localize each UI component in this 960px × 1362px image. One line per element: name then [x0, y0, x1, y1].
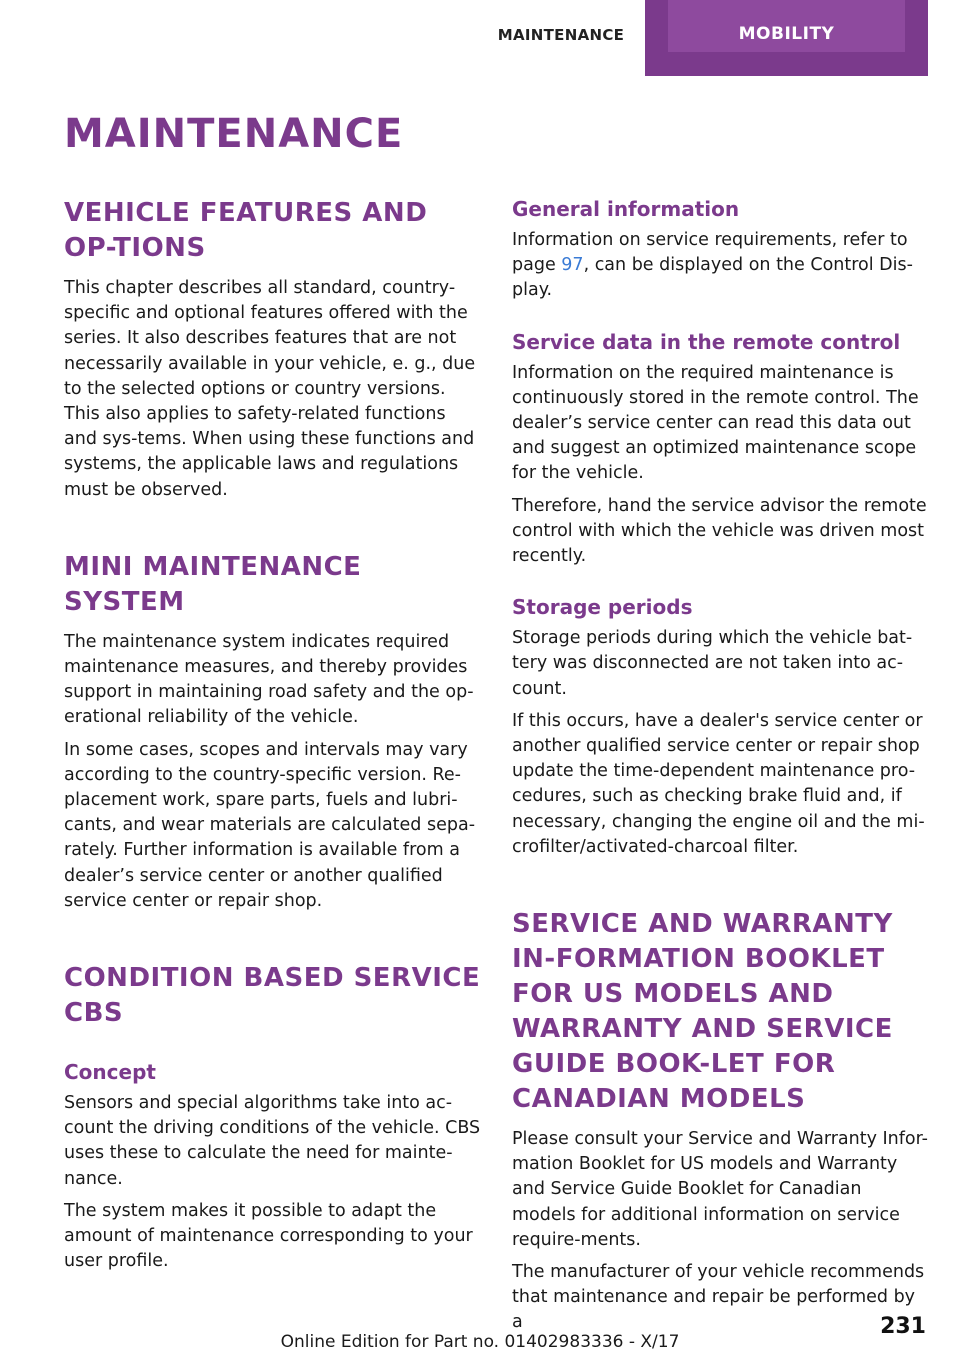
subheading-general-information: General information: [512, 197, 740, 221]
paragraph-concept-1: Sensors and special algorithms take into ac-count the driving conditions of the vehicle. CBS uses these to calculate the need for mainte-nance.: [64, 1093, 481, 1189]
left-column: [64, 196, 482, 1281]
subheading-remote-control: Service data in the remote control: [512, 329, 901, 354]
general-text-after: , can be displayed on the Control Dis-play.: [512, 255, 913, 301]
paragraph-vehicle-features: This chapter describes all standard, country-specific and optional features offered with the series. It also describes features that are not necessarily available in your vehicle, e. g., due to the selected options or country versions. This also applies to safety-related functions and sys-tems. When using these functions and systems, the applicable laws and regulations must be observed.: [64, 278, 476, 500]
page-reference-link[interactable]: 97: [561, 255, 584, 276]
paragraph-storage-periods-2: If this occurs, have a dealer's service center or another qualified service center or repair shop update the time-dependent maintenance pro-cedures, such as checking brake fluid and, if necessary, changing the engine oil and the mi-crofilter/activated-charcoal filter.: [512, 710, 925, 857]
paragraph-remote-control-1: Information on the required maintenance is continuously stored in the remote control. The dealer’s service center can read this data out and suggest an optimized maintenance scope for the vehicle.: [512, 362, 919, 484]
paragraph-maintenance-system-1: The maintenance system indicates required maintenance measures, and thereby provides support in maintaining road safety and the op-erational reliability of the vehicle.: [64, 631, 474, 728]
paragraph-remote-control-2: Therefore, hand the service advisor the remote control with which the vehicle was driven most recently.: [512, 495, 927, 567]
paragraph-general-information: [512, 228, 930, 304]
section-title-maintenance-system: MINI MAINTENANCE SYSTEM: [64, 551, 362, 617]
page-title: MAINTENANCE: [64, 111, 404, 157]
top-navigation: [0, 0, 960, 76]
tab-maintenance[interactable]: MAINTENANCE: [497, 26, 625, 44]
subheading-concept: Concept: [64, 1060, 156, 1085]
tab-mobility[interactable]: [645, 0, 928, 76]
section-title-vehicle-features: VEHICLE FEATURES AND OP-TIONS: [64, 198, 428, 263]
section-title-warranty-booklet: SERVICE AND WARRANTY IN-FORMATION BOOKLET FOR US MODELS AND WARRANTY AND SERVICE GUIDE BOOK-LET FOR CANADIAN MODELS: [512, 909, 893, 1115]
paragraph-maintenance-system-2: In some cases, scopes and intervals may vary according to the country-specific version. Re-placement work, spare parts, fuels and lubri-cants, and wear materials are calculated sepa-rately. Further information is available from a dealer’s service center or another qualified service center or repair shop.: [64, 739, 476, 911]
paragraph-warranty-2: The manufacturer of your vehicle recommends that maintenance and repair be performed by a: [512, 1262, 925, 1333]
footer-edition: Online Edition for Part no. 01402983336 - X/17: [280, 1332, 680, 1352]
section-title-cbs: CONDITION BASED SERVICE CBS: [64, 963, 481, 1029]
right-column: [512, 196, 930, 1343]
subheading-storage-periods: Storage periods: [512, 595, 693, 620]
general-text-before: Information on service requirements, refer to page: [512, 230, 908, 276]
page-number: 231: [880, 1314, 926, 1339]
paragraph-warranty-1: Please consult your Service and Warranty Infor-mation Booklet for US models and Warranty and Service Guide Booklet for Canadian models for additional information on service require-ments.: [512, 1129, 929, 1250]
paragraph-concept-2: The system makes it possible to adapt the amount of maintenance corresponding to your user profile.: [64, 1200, 473, 1272]
tab-mobility-label: MOBILITY: [668, 0, 905, 52]
paragraph-storage-periods-1: Storage periods during which the vehicle bat-tery was disconnected are not taken into ac-count.: [512, 628, 913, 699]
